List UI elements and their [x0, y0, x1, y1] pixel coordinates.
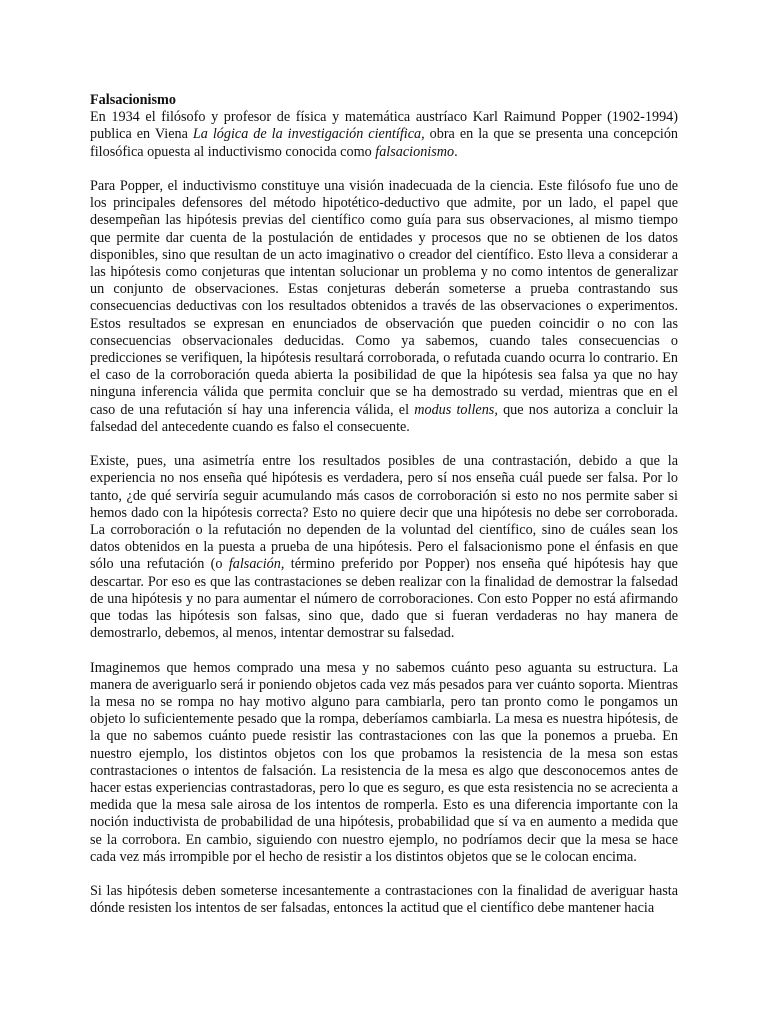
paragraph-1-text-c: , obra en la que se presenta una concepción filosófica opuesta al inductivismo conocida como	[90, 126, 679, 160]
paragraph-1	[90, 109, 678, 161]
modus-tollens-italic: modus tollens,	[414, 401, 498, 418]
paragraph-1-text-a: En 1934 el filósofo y profesor de física y matemática austríaco Karl Raimund Popper (1902-1994) publica en Viena	[90, 109, 678, 143]
paragraph-5: Si las hipótesis deben someterse incesantemente a contrastaciones con la finalidad de averiguar hasta dónde resisten los intentos de ser falsadas, entonces la actitud que el científico debe mantener hacia	[90, 883, 678, 917]
paragraph-2	[90, 178, 678, 436]
paragraph-3-text-a: Existe, pues, una asimetría entre los resultados posibles de una contrastación, debido a que la experiencia no nos enseña qué hipótesis es verdadera, pero sí nos enseña cuál puede ser falsa. Por lo tanto, ¿de qué serviría seguir acumulando más casos de corroboración si esto no nos permite saber si hemos dado con la hipótesis correcta? Esto no quiere decir que una hipótesis no debe ser corroborada. La corroboración o la refutación no dependen de la voluntad del científico, sino de cuáles sean los datos obtenidos en la puesta a prueba de una hipótesis. Pero el falsacionismo pone el énfasis en que sólo una refutación (o	[90, 453, 678, 573]
paragraph-2-text-c: que nos autoriza a concluir la falsedad del antecedente cuando es falso el consecuente.	[90, 401, 678, 435]
document-page	[90, 92, 678, 935]
falsacion-italic: falsación	[228, 556, 281, 573]
paragraph-3	[90, 453, 678, 642]
paragraph-1-text-e: .	[454, 143, 458, 160]
paragraph-3-text-c: , término preferido por Popper) nos enseña qué hipótesis hay que descartar. Por eso es que las contrastaciones se deben realizar con la finalidad de demostrar la falsedad de una hipótesis y no para aumentar el número de corroboraciones. Con esto Popper no está afirmando que todas las hipótesis son falsas, sino que, dado que si fueran verdaderas no hay manera de demostrarlo, debemos, al menos, intentar demostrar su falsedad.	[90, 556, 678, 642]
falsacionismo-italic: falsacionismo	[375, 143, 455, 160]
paragraph-2-text-a: Para Popper, el inductivismo constituye una visión inadecuada de la ciencia. Este filósofo fue uno de los principales defensores del método hipotético-deductivo que admite, por un lado, el papel que desempeñan las hipótesis previas del científico como guía para sus observaciones, al mismo tiempo que permite dar cuenta de la postulación de entidades y procesos que no se obtienen de los datos disponibles, sino que resultan de un acto imaginativo o creador del científico. Esto lleva a considerar a las hipótesis como conjeturas que intentan solucionar un problema y no como intentos de generalizar un conjunto de observaciones. Estas conjeturas deberán someterse a prueba contrastando sus consecuencias deductivas con los resultados obtenidos a través de las observaciones o experimentos. Estos resultados se expresan en enunciados de observación que pueden coincidir o no con las consecuencias observacionales deducidas. Como ya sabemos, cuando tales consecuencias o predicciones se verifiquen, la hipótesis resultará corroborada, o refutada cuando ocurra lo contrario. En el caso de la corroboración queda abierta la posibilidad de que la hipótesis sea falsa ya que no hay ninguna inferencia válida que permita concluir que se ha demostrado su verdad, mientras que en el caso de una refutación sí hay una inferencia válida, el	[90, 178, 678, 418]
paragraph-4: Imaginemos que hemos comprado una mesa y no sabemos cuánto peso aguanta su estructura. La manera de averiguarlo será ir poniendo objetos cada vez más pesados para ver cuánto soporta. Mientras la mesa no se rompa no hay motivo alguno para cambiarla, pero tan pronto como le pongamos un objeto lo suficientemente pesado que la rompa, deberíamos cambiarla. La mesa es nuestra hipótesis, de la que no sabemos cuánto puede resistir las contrastaciones con las que la ponemos a prueba. En nuestro ejemplo, los distintos objetos con los que probamos la resistencia de la mesa son estas contrastaciones o intentos de falsación. La resistencia de la mesa es algo que desconocemos antes de hacer estas experiencias contrastadoras, pero lo que es seguro, es que esta resistencia no se acrecienta a medida que la mesa sale airosa de los intentos de romperla. Esto es una diferencia importante con la noción inductivista de probabilidad de una hipótesis, probabilidad que sí va en aumento a medida que se la corrobora. En cambio, siguiendo con nuestro ejemplo, no podríamos decir que la mesa se hace cada vez más irrompible por el hecho de resistir a los distintos objetos que se le colocan encima.	[90, 659, 678, 865]
document-title: Falsacionismo	[90, 92, 176, 108]
book-title-italic: La lógica de la investigación científica	[192, 126, 422, 143]
